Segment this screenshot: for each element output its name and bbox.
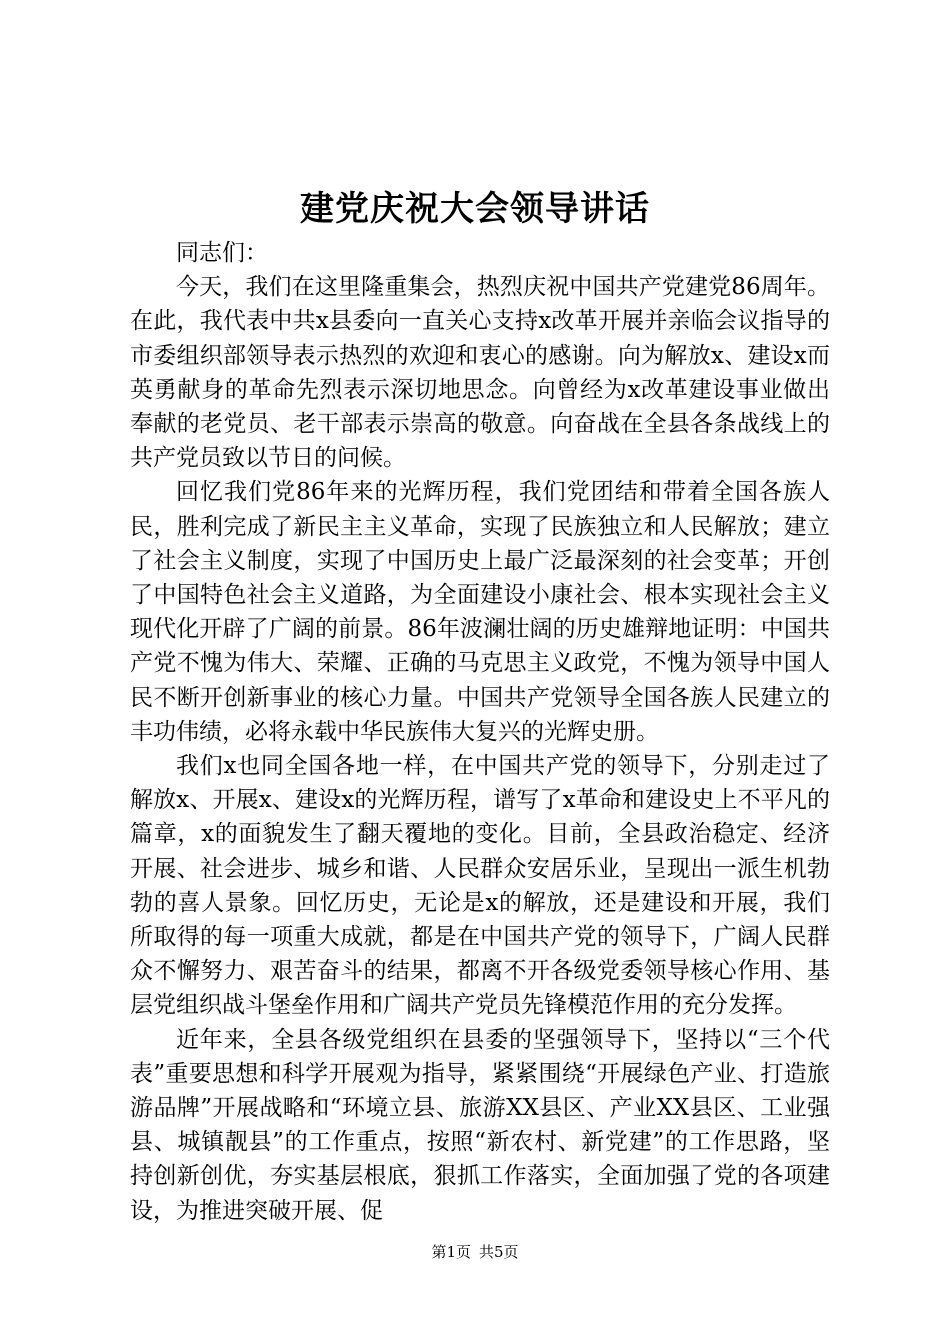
salutation: 同志们：: [176, 240, 268, 266]
paragraph-4: 近年来，全县各级党组织在县委的坚强领导下，坚持以“三个代表”重要思想和科学开展观为指导，紧紧围绕“开展绿色产业、打造旅游品牌”开展战略和“环境立县、旅游XX县区、产业XX县区、工业强县、城镇靓县”的工作重点，按照“新农村、新党建”的工作思路，坚持创新创优，夯实基层根底，狠抓工作落实，全面加强了党的各项建设，为推进突破开展、促: [130, 1026, 830, 1224]
paragraph-1: 今天，我们在这里隆重集会，热烈庆祝中国共产党建党86周年。在此，我代表中共x县委向一直关心支持x改革开展并亲临会议指导的市委组织部领导表示热烈的欢迎和衷心的感谢。向为解放x、建设x而英勇献身的革命先烈表示深切地思念。向曾经为x改革建设事业做出奉献的老党员、老干部表示崇高的敬意。向奋战在全县各条战线上的共产党员致以节日的问候。: [130, 274, 830, 472]
paragraph-2: 回忆我们党86年来的光辉历程，我们党团结和带着全国各族人民，胜利完成了新民主主义革命，实现了民族独立和人民解放；建立了社会主义制度，实现了中国历史上最广泛最深刻的社会变革；开创了中国特色社会主义道路，为全面建设小康社会、根本实现社会主义现代化开辟了广阔的前景。86年波澜壮阔的历史雄辩地证明：中国共产党不愧为伟大、荣耀、正确的马克思主义政党，不愧为领导中国人民不断开创新事业的核心力量。中国共产党领导全国各族人民建立的丰功伟绩，必将永载中华民族伟大复兴的光辉史册。: [130, 479, 830, 745]
page-number: 第1页: [431, 1243, 471, 1261]
paragraph-3: 我们x也同全国各地一样，在中国共产党的领导下，分别走过了解放x、开展x、建设x的光辉历程，谱写了x革命和建设史上不平凡的篇章，x的面貌发生了翻天覆地的变化。目前，全县政治稳定、经济开展、社会进步、城乡和谐、人民群众安居乐业，呈现出一派生机勃勃的喜人景象。回忆历史，无论是x的解放，还是建设和开展，我们所取得的每一项重大成就，都是在中国共产党的领导下，广阔人民群众不懈努力、艰苦奋斗的结果，都离不开各级党委领导核心作用、基层党组织战斗堡垒作用和广阔共产党员先锋模范作用的充分发挥。: [130, 753, 830, 1019]
page-footer: [0, 1242, 950, 1262]
document-title: 建党庆祝大会领导讲话: [300, 189, 650, 229]
document-body: [130, 236, 830, 1228]
page-total: 共5页: [479, 1243, 519, 1261]
